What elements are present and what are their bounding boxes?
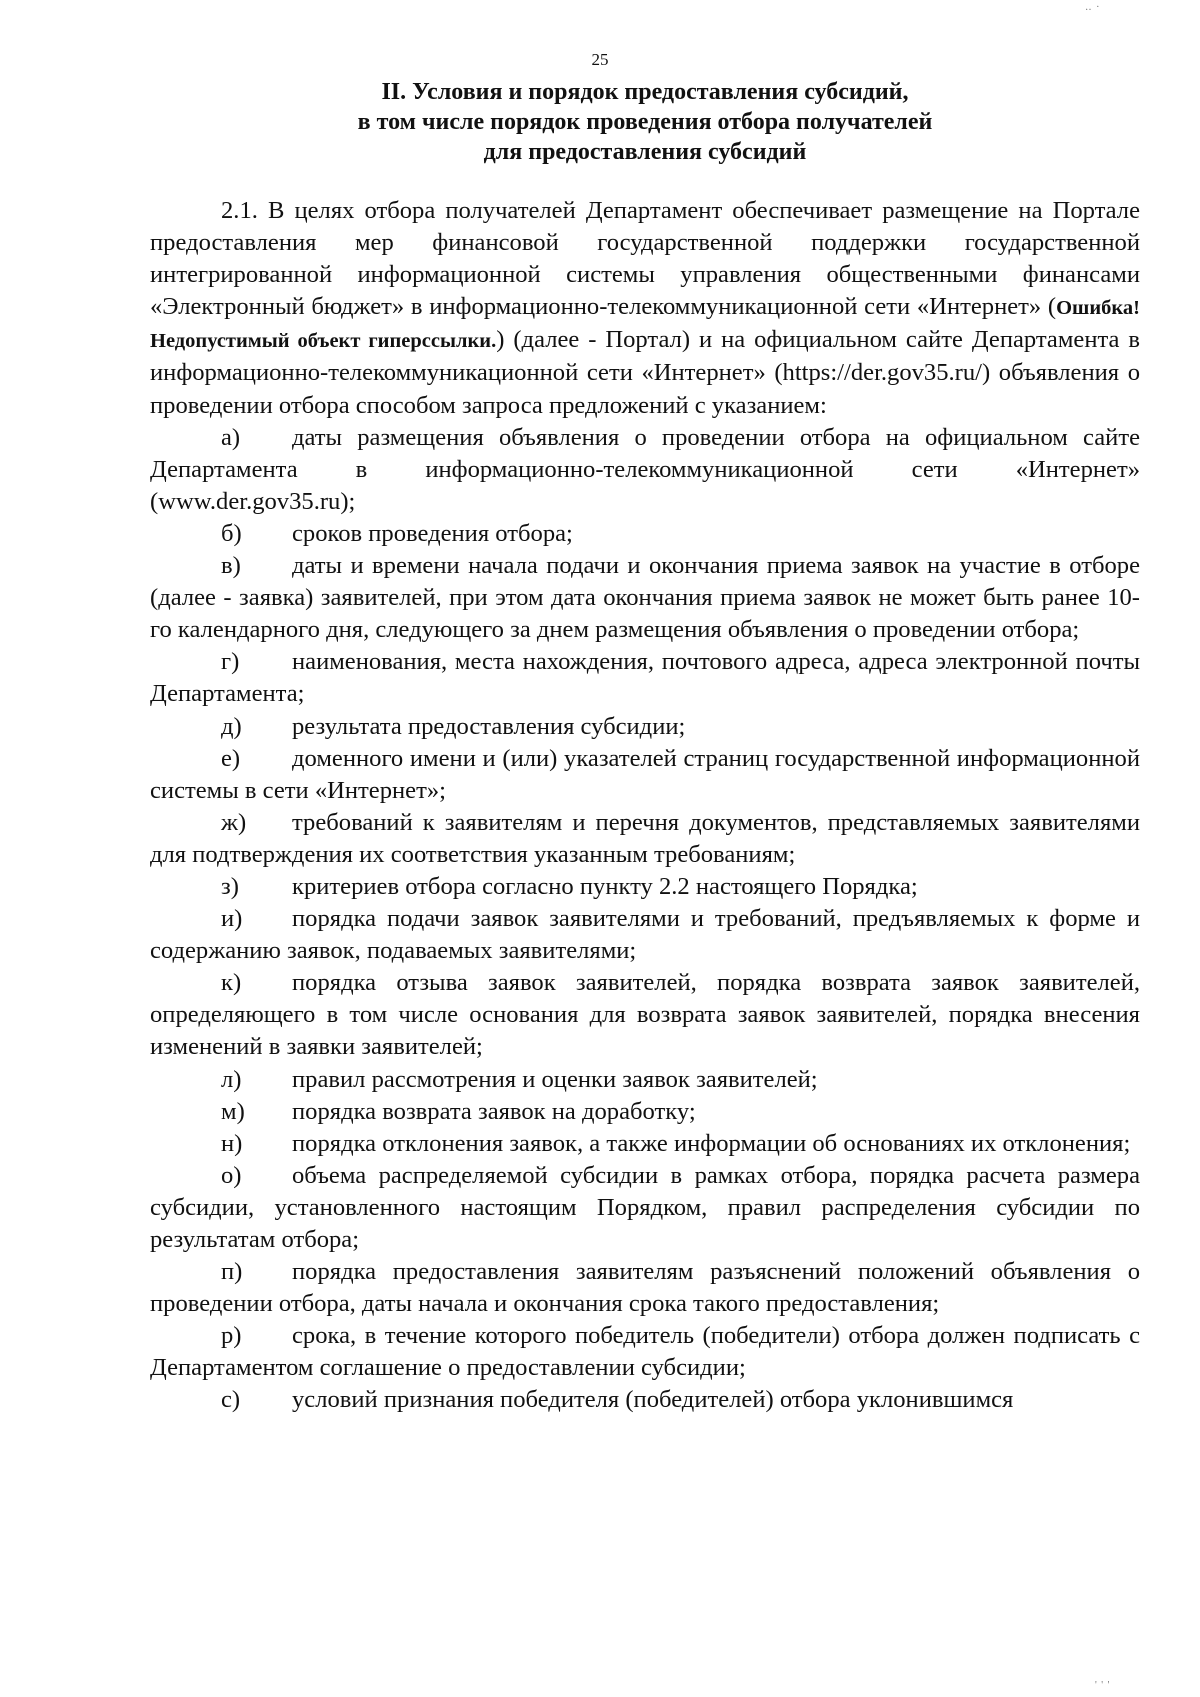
- list-item-marker: о): [221, 1161, 242, 1189]
- hyperlink-error-text: Ошибка! Недопустимый объект гиперссылки.: [150, 297, 1140, 353]
- list-item-marker: д): [221, 712, 242, 740]
- list-item-marker: б): [221, 519, 242, 547]
- list-item-marker: и): [221, 905, 243, 933]
- list-item-text: требований к заявителям и перечня документов, представляемых заявителями для подтверждения их соответствия указанным требованиям;: [150, 808, 1140, 868]
- list-item: [150, 711, 1140, 743]
- heading-line-2: в том числе порядок проведения отбора получателей: [357, 109, 933, 135]
- list-item-text: порядка возврата заявок на доработку;: [292, 1097, 696, 1125]
- list-item-text: даты размещения объявления о проведении отбора на официальном сайте Департамента в информационно-телекоммуникационной сети «Интернет» (www.der.gov35.ru);: [150, 423, 1140, 515]
- intro-paragraph: [150, 195, 1140, 422]
- list-item-text: срока, в течение которого победитель (победители) отбора должен подписать с Департаментом соглашение о предоставлении субсидии;: [150, 1322, 1140, 1382]
- requirements-list: [150, 422, 1140, 1417]
- list-item-text: доменного имени и (или) указателей страниц государственной информационной системы в сети «Интернет»;: [150, 744, 1140, 804]
- intro-text-part-1: 2.1. В целях отбора получателей Департамент обеспечивает размещение на Портале предоставления мер финансовой государственной поддержки государственной интегрированной информационной системы управления общественными финансами «Электронный бюджет» в информационно-телекоммуникационной сети «Интернет» (: [150, 197, 1140, 321]
- list-item: [150, 550, 1140, 646]
- list-item-marker: г): [221, 648, 240, 676]
- list-item: [150, 1320, 1140, 1384]
- list-item: [150, 903, 1140, 967]
- section-heading: [150, 77, 1140, 167]
- list-item-text: результата предоставления субсидии;: [292, 712, 686, 740]
- list-item: [150, 518, 1140, 550]
- list-item-marker: м): [221, 1097, 245, 1125]
- list-item-marker: р): [221, 1322, 242, 1350]
- document-body: [150, 195, 1140, 1417]
- list-item-marker: ж): [221, 808, 247, 836]
- list-item: [150, 1160, 1140, 1256]
- list-item-marker: а): [221, 423, 241, 451]
- list-item: [150, 1064, 1140, 1096]
- list-item: [150, 743, 1140, 807]
- list-item-text: условий признания победителя (победителей) отбора уклонившимся: [292, 1386, 1014, 1414]
- list-item-text: порядка подачи заявок заявителями и требований, предъявляемых к форме и содержанию заявок, подаваемых заявителями;: [150, 905, 1140, 965]
- heading-line-1: II. Условия и порядок предоставления субсидий,: [381, 79, 909, 105]
- heading-line-3: для предоставления субсидий: [483, 139, 807, 165]
- list-item-marker: п): [221, 1258, 243, 1286]
- list-item-marker: н): [221, 1129, 243, 1157]
- list-item: [150, 871, 1140, 903]
- list-item-text: даты и времени начала подачи и окончания приема заявок на участие в отборе (далее - заявка) заявителей, при этом дата окончания приема заявок не может быть ранее 10-го календарного дня, следующего за днем размещения объявления о проведении отбора;: [150, 552, 1140, 644]
- list-item: [150, 1384, 1140, 1416]
- list-item-text: порядка предоставления заявителям разъяснений положений объявления о проведении отбора, даты начала и окончания срока такого предоставления;: [150, 1258, 1140, 1318]
- list-item-text: наименования, места нахождения, почтового адреса, адреса электронной почты Департамента;: [150, 648, 1140, 708]
- list-item-marker: з): [221, 872, 239, 900]
- list-item: [150, 646, 1140, 710]
- list-item-text: порядка отклонения заявок, а также информации об основаниях их отклонения;: [292, 1129, 1131, 1157]
- list-item: [150, 1128, 1140, 1160]
- list-item-text: правил рассмотрения и оценки заявок заявителей;: [292, 1065, 818, 1093]
- intro-text-part-2: ) (далее - Портал) и на официальном сайте Департамента в информационно-телекоммуникационной сети «Интернет» (https://der.gov35.ru/) объявления о проведении отбора способом запроса предложений с указанием:: [150, 326, 1140, 419]
- list-item: [150, 967, 1140, 1063]
- list-item-text: объема распределяемой субсидии в рамках отбора, порядка расчета размера субсидии, установленного настоящим Порядком, правил распределения субсидии по результатам отбора;: [150, 1161, 1140, 1253]
- list-item-marker: л): [221, 1065, 242, 1093]
- list-item-text: критериев отбора согласно пункту 2.2 настоящего Порядка;: [292, 872, 918, 900]
- list-item: [150, 1096, 1140, 1128]
- list-item: [150, 1256, 1140, 1320]
- list-item-marker: в): [221, 552, 241, 580]
- list-item: [150, 422, 1140, 518]
- list-item-text: сроков проведения отбора;: [292, 519, 573, 547]
- list-item-marker: к): [221, 969, 242, 997]
- list-item-text: порядка отзыва заявок заявителей, порядка возврата заявок заявителей, определяющего в том числе основания для возврата заявок заявителей, порядка внесения изменений в заявки заявителей;: [150, 969, 1140, 1061]
- list-item-marker: е): [221, 744, 241, 772]
- list-item-marker: с): [221, 1386, 241, 1414]
- page-number: 25: [591, 50, 609, 69]
- list-item: [150, 807, 1140, 871]
- scan-artifact: ' ' ': [1095, 1680, 1111, 1691]
- scan-artifact: ‥ ·: [1085, 2, 1101, 13]
